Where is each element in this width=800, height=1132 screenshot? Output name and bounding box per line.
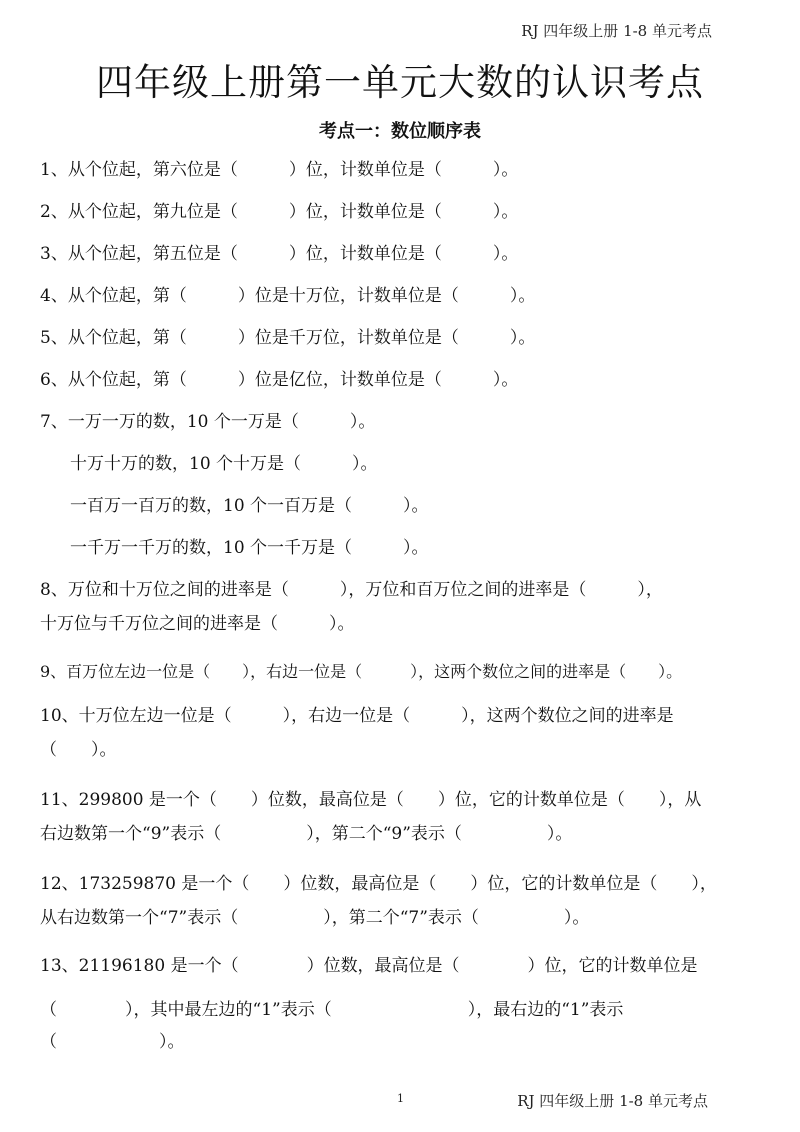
footer-tag: RJ 四年级上册 1-8 单元考点 — [517, 1092, 708, 1110]
page-title: 四年级上册第一单元大数的认识考点 — [96, 61, 704, 104]
question-13-line-2: （ ），其中最左边的“1”表示（ ），最右边的“1”表示 — [40, 1000, 624, 1020]
question-12-line-1: 12、173259870 是一个（ ）位数，最高位是（ ）位，它的计数单位是（ ）， — [40, 874, 717, 894]
question-3: 3、从个位起，第五位是（ ）位，计数单位是（ ）。 — [40, 244, 519, 264]
question-7-line-3: 一百万一百万的数，10 个一百万是（ ）。 — [70, 496, 429, 516]
question-13-line-1: 13、21196180 是一个（ ）位数，最高位是（ ）位，它的计数单位是 — [40, 956, 698, 976]
question-7-line-2: 十万十万的数，10 个十万是（ ）。 — [70, 454, 378, 474]
question-10-line-1: 10、十万位左边一位是（ ），右边一位是（ ），这两个数位之间的进率是 — [40, 706, 674, 726]
question-13-line-3: （ ）。 — [40, 1032, 185, 1052]
question-1: 1、从个位起，第六位是（ ）位，计数单位是（ ）。 — [40, 160, 519, 180]
header-tag: RJ 四年级上册 1-8 单元考点 — [521, 22, 712, 40]
question-7-line-4: 一千万一千万的数，10 个一千万是（ ）。 — [70, 538, 429, 558]
question-11-line-2: 右边数第一个“9”表示（ ），第二个“9”表示（ ）。 — [40, 824, 573, 844]
question-2: 2、从个位起，第九位是（ ）位，计数单位是（ ）。 — [40, 202, 519, 222]
question-8-line-1: 8、万位和十万位之间的进率是（ ），万位和百万位之间的进率是（ ）， — [40, 580, 663, 600]
page-number: 1 — [397, 1092, 404, 1105]
question-6: 6、从个位起，第（ ）位是亿位，计数单位是（ ）。 — [40, 370, 519, 390]
question-9: 9、百万位左边一位是（ ），右边一位是（ ），这两个数位之间的进率是（ ）。 — [40, 662, 683, 681]
question-11-line-1: 11、299800 是一个（ ）位数，最高位是（ ）位，它的计数单位是（ ），从 — [40, 790, 702, 810]
question-8-line-2: 十万位与千万位之间的进率是（ ）。 — [40, 614, 355, 634]
question-10-line-2: （ ）。 — [40, 740, 117, 760]
question-5: 5、从个位起，第（ ）位是千万位，计数单位是（ ）。 — [40, 328, 536, 348]
question-4: 4、从个位起，第（ ）位是十万位，计数单位是（ ）。 — [40, 286, 536, 306]
section-subtitle: 考点一：数位顺序表 — [319, 121, 481, 142]
question-12-line-2: 从右边数第一个“7”表示（ ），第二个“7”表示（ ）。 — [40, 908, 590, 928]
question-7-line-1: 7、一万一万的数，10 个一万是（ ）。 — [40, 412, 376, 432]
